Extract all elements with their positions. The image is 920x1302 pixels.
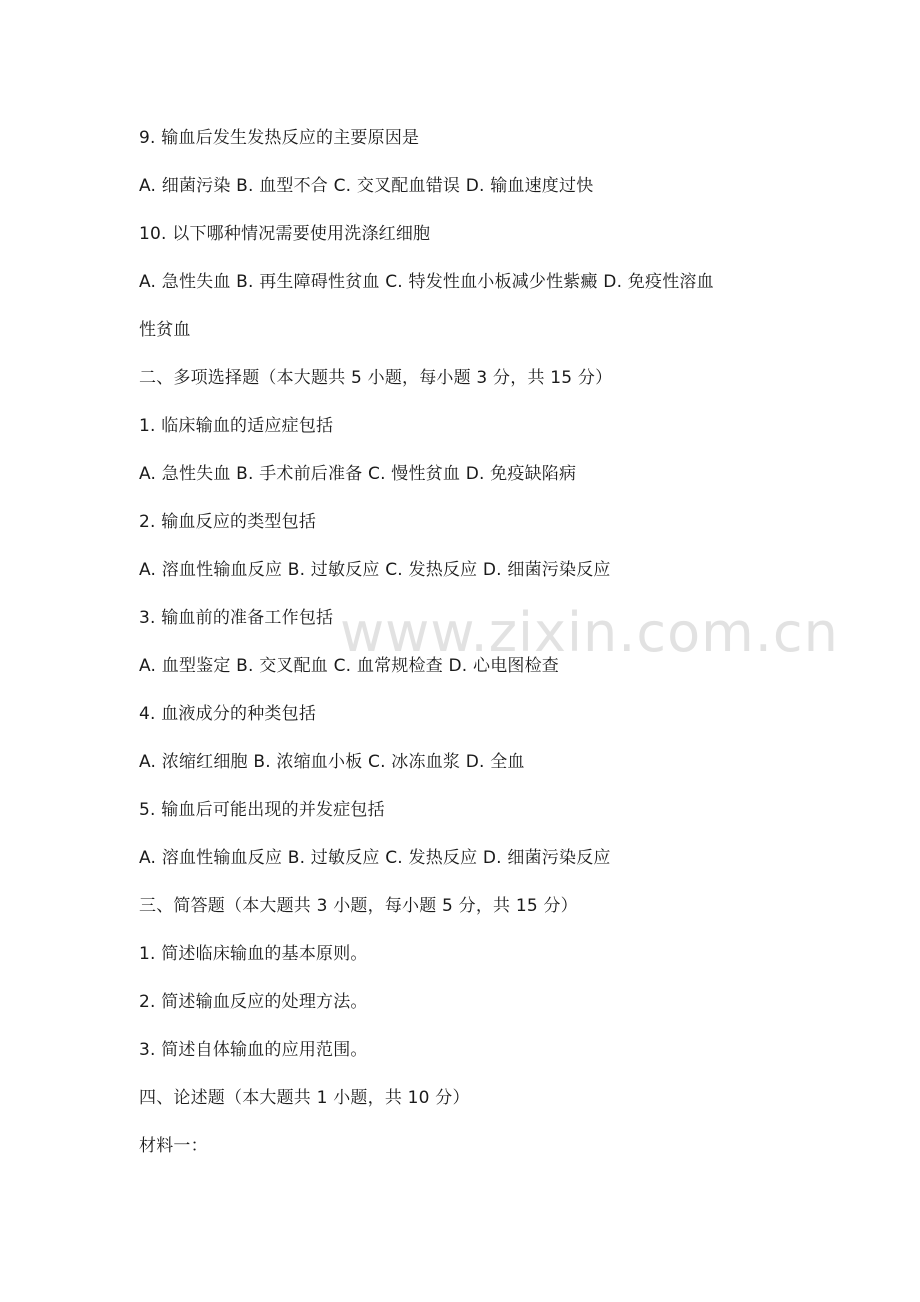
- short-answer-1: 1. 简述临床输血的基本原则。: [139, 944, 368, 964]
- mc-question-3: 3. 输血前的准备工作包括: [139, 608, 334, 628]
- question-9: 9. 输血后发生发热反应的主要原因是: [139, 128, 420, 148]
- mc-question-3-options: A. 血型鉴定 B. 交叉配血 C. 血常规检查 D. 心电图检查: [139, 656, 559, 676]
- mc-question-1-options: A. 急性失血 B. 手术前后准备 C. 慢性贫血 D. 免疫缺陷病: [139, 464, 577, 484]
- mc-question-2: 2. 输血反应的类型包括: [139, 512, 317, 532]
- section-heading-multiple-choice: 二、多项选择题（本大题共 5 小题，每小题 3 分，共 15 分）: [139, 368, 613, 388]
- section-heading-short-answer: 三、简答题（本大题共 3 小题，每小题 5 分，共 15 分）: [139, 896, 578, 916]
- mc-question-5: 5. 输血后可能出现的并发症包括: [139, 800, 385, 820]
- question-10: 10. 以下哪种情况需要使用洗涤红细胞: [139, 224, 431, 244]
- material-label: 材料一：: [139, 1136, 208, 1156]
- short-answer-2: 2. 简述输血反应的处理方法。: [139, 992, 368, 1012]
- section-heading-essay: 四、论述题（本大题共 1 小题，共 10 分）: [139, 1088, 470, 1108]
- mc-question-5-options: A. 溶血性输血反应 B. 过敏反应 C. 发热反应 D. 细菌污染反应: [139, 848, 611, 868]
- watermark: www.zixin.com.cn: [340, 601, 839, 664]
- question-9-options: A. 细菌污染 B. 血型不合 C. 交叉配血错误 D. 输血速度过快: [139, 176, 594, 196]
- question-10-options-cont: 性贫血: [139, 320, 191, 340]
- mc-question-1: 1. 临床输血的适应症包括: [139, 416, 334, 436]
- mc-question-4: 4. 血液成分的种类包括: [139, 704, 317, 724]
- mc-question-2-options: A. 溶血性输血反应 B. 过敏反应 C. 发热反应 D. 细菌污染反应: [139, 560, 611, 580]
- short-answer-3: 3. 简述自体输血的应用范围。: [139, 1040, 368, 1060]
- question-10-options: A. 急性失血 B. 再生障碍性贫血 C. 特发性血小板减少性紫癜 D. 免疫性溶血: [139, 272, 714, 292]
- mc-question-4-options: A. 浓缩红细胞 B. 浓缩血小板 C. 冰冻血浆 D. 全血: [139, 752, 525, 772]
